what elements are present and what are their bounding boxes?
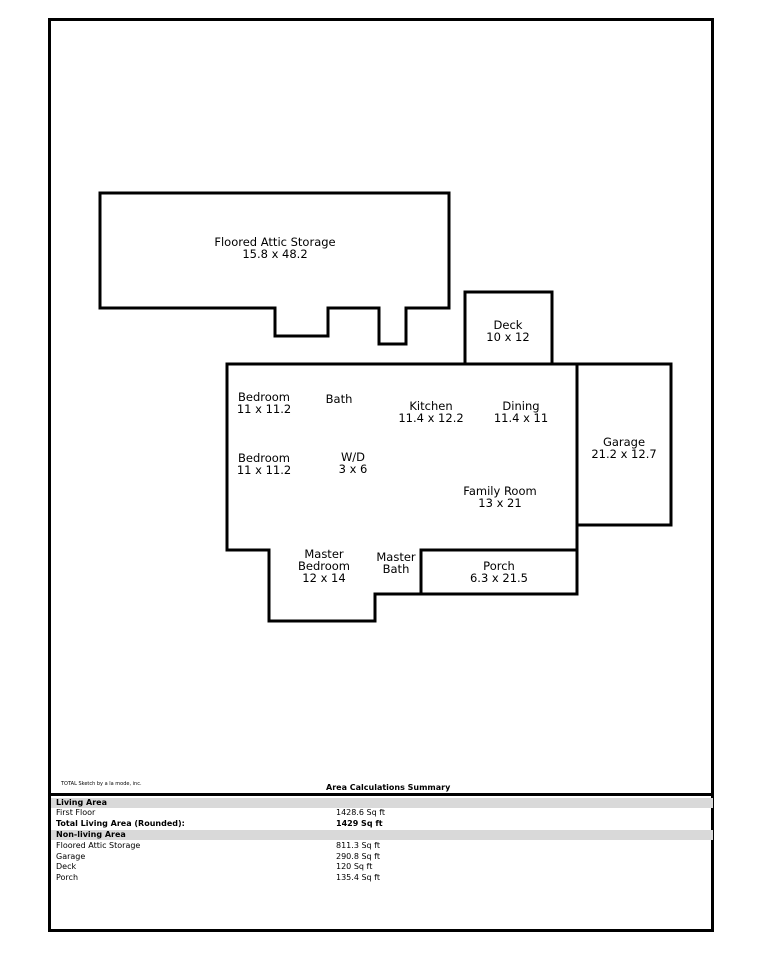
porch-row bbox=[51, 873, 713, 883]
master-bath-name-1: Master bbox=[376, 550, 416, 564]
wd-dims: 3 x 6 bbox=[338, 462, 368, 476]
master-bath-name-2: Bath bbox=[382, 562, 410, 576]
family-room-dims: 13 x 21 bbox=[478, 496, 522, 510]
deck-dims: 10 x 12 bbox=[486, 330, 530, 344]
master-bedroom-name-1: Master bbox=[304, 547, 344, 561]
attic-dims: 15.8 x 48.2 bbox=[242, 247, 308, 261]
bedroom-2-dims: 11 x 11.2 bbox=[236, 463, 292, 477]
total-living-value: 1429 Sq ft bbox=[336, 819, 383, 828]
master-bedroom-label bbox=[298, 548, 350, 584]
wd-label bbox=[339, 451, 368, 475]
garage-dims: 21.2 x 12.7 bbox=[591, 447, 657, 461]
garage-name: Garage bbox=[602, 435, 646, 449]
dining-name: Dining bbox=[502, 399, 540, 413]
kitchen-name: Kitchen bbox=[409, 399, 453, 413]
dining-dims: 11.4 x 11 bbox=[493, 411, 549, 425]
attic-area-value: 811.3 Sq ft bbox=[336, 841, 380, 850]
floor-plan bbox=[51, 21, 711, 781]
summary-divider bbox=[51, 793, 713, 796]
software-credit: TOTAL Sketch by a la mode, inc. bbox=[61, 781, 142, 787]
attic-name: Floored Attic Storage bbox=[214, 235, 336, 249]
deck-area-label: Deck bbox=[56, 862, 77, 871]
deck-row bbox=[51, 862, 713, 872]
master-bedroom-dims: 12 x 14 bbox=[302, 571, 346, 585]
garage-area-value: 290.8 Sq ft bbox=[336, 852, 380, 861]
porch-name: Porch bbox=[483, 559, 515, 573]
sketch-sheet bbox=[48, 18, 714, 932]
dining-label bbox=[494, 400, 548, 424]
first-floor-label: First Floor bbox=[56, 808, 96, 817]
kitchen-dims: 11.4 x 12.2 bbox=[398, 411, 464, 425]
attic-outline bbox=[100, 193, 449, 344]
bedroom-2-name: Bedroom bbox=[237, 451, 291, 465]
bath-label bbox=[326, 393, 353, 405]
bedroom-2-label bbox=[237, 452, 291, 476]
total-living-label: Total Living Area (Rounded): bbox=[56, 819, 185, 828]
attic-label bbox=[214, 236, 335, 260]
master-bedroom-name-2: Bedroom bbox=[297, 559, 351, 573]
deck-area-value: 120 Sq ft bbox=[336, 862, 373, 871]
family-room-label bbox=[463, 485, 536, 509]
living-area-heading-row bbox=[51, 798, 713, 808]
bedroom-1-name: Bedroom bbox=[237, 390, 291, 404]
nonliving-heading: Non-living Area bbox=[56, 830, 126, 839]
garage-area-label: Garage bbox=[56, 852, 86, 861]
bath-name: Bath bbox=[325, 392, 353, 406]
attic-row bbox=[51, 841, 713, 851]
porch-area-label: Porch bbox=[56, 873, 79, 882]
garage-label bbox=[591, 436, 656, 460]
wd-name: W/D bbox=[340, 450, 366, 464]
porch-label bbox=[470, 560, 528, 584]
nonliving-heading-row bbox=[51, 830, 713, 840]
porch-area-value: 135.4 Sq ft bbox=[336, 873, 380, 882]
bedroom-1-dims: 11 x 11.2 bbox=[236, 402, 292, 416]
summary-title: Area Calculations Summary bbox=[326, 783, 451, 792]
porch-dims: 6.3 x 21.5 bbox=[469, 571, 529, 585]
deck-label bbox=[486, 319, 529, 343]
family-room-name: Family Room bbox=[463, 484, 537, 498]
master-bath-label bbox=[376, 551, 415, 575]
garage-row bbox=[51, 852, 713, 862]
attic-area-label: Floored Attic Storage bbox=[56, 841, 141, 850]
first-floor-value: 1428.6 Sq ft bbox=[336, 808, 386, 817]
first-floor-row bbox=[51, 808, 713, 818]
kitchen-label bbox=[398, 400, 463, 424]
living-area-heading: Living Area bbox=[56, 798, 107, 807]
bedroom-1-label bbox=[237, 391, 291, 415]
total-living-row bbox=[51, 819, 713, 829]
deck-name: Deck bbox=[493, 318, 523, 332]
